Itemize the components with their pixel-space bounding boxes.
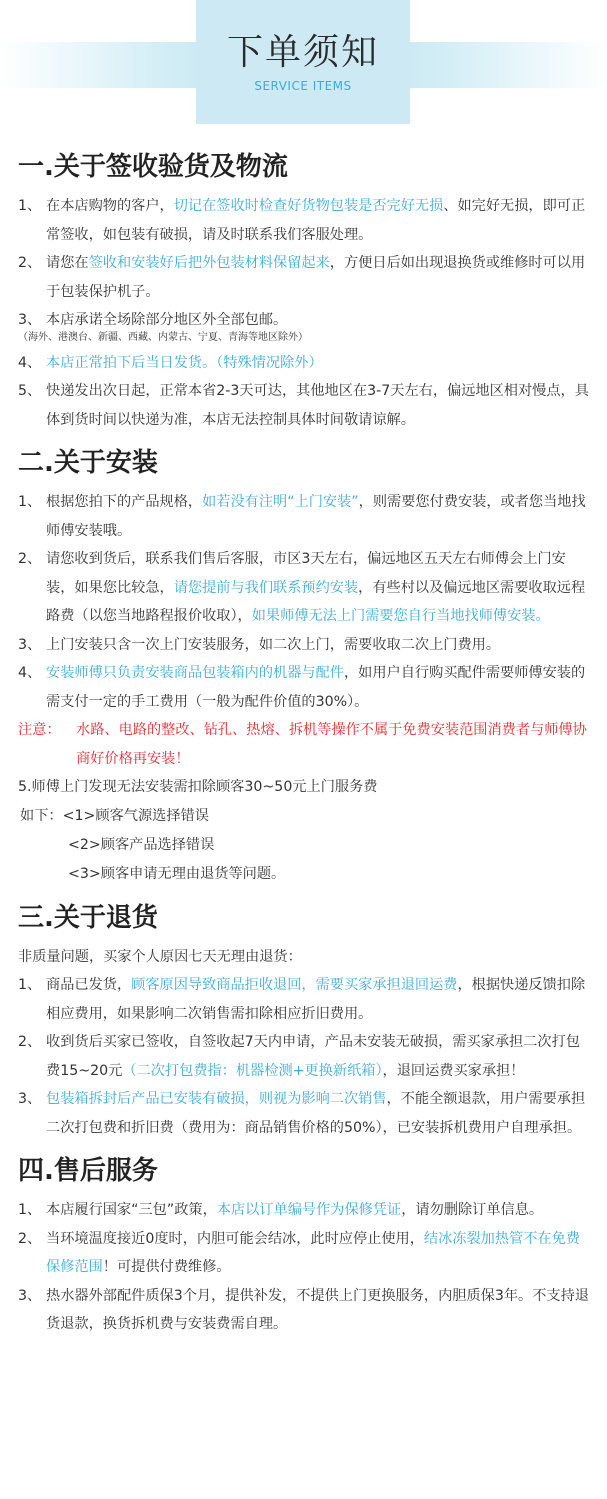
example-line (18, 802, 589, 831)
item-highlight: 本店正常拍下后当日发货。（特殊情况除外） (46, 354, 323, 371)
item-text: 本店承诺全场除部分地区外全部包邮。 (46, 312, 288, 328)
list-item (18, 249, 589, 306)
item-text: ，方便日后如出现退换货或维修时可以用于包装保护机子。 (46, 255, 586, 300)
item-number: 4、 (18, 665, 42, 681)
section-after-sales (0, 1142, 607, 1339)
section-returns (0, 889, 607, 1143)
item-number: 1、 (18, 494, 42, 510)
item-text: 当环境温度接近0度时，内胆可能会结冰，此时应停止使用， (46, 1230, 424, 1247)
item-text: 收到货后买家已签收，自签收起7天内申请，产品未安装无破损，需买家承担二次打包费15~20元 (46, 1034, 580, 1079)
list-item (18, 488, 589, 545)
header-band-left (0, 42, 196, 88)
item-text: 热水器外部配件质保3个月，提供补发，不提供上门更换服务，内胆质保3年。不支持退货退款，换货拆机费与安装费需自理。 (46, 1287, 589, 1332)
example-line (18, 831, 589, 860)
item-text: ！可提供付费维修。 (102, 1259, 231, 1275)
item-text: 上门安装只含一次上门安装服务，如二次上门，需要收取二次上门费用。 (46, 636, 501, 653)
list-item (18, 1225, 589, 1282)
example-prefix: 如下： (20, 807, 63, 824)
page-subtitle: SERVICE ITEMS (254, 79, 352, 93)
item-text: ，请勿删除订单信息。 (401, 1202, 544, 1218)
section-title-logistics: 一.关于签收验货及物流 (18, 152, 288, 182)
page-title: 下单须知 (226, 32, 379, 73)
item-text: 、如完好无损，即可正常签收，如包装有破损，请及时联系我们客服处理。 (46, 198, 586, 243)
item-number: 3、 (18, 1091, 42, 1107)
example-item: <3>顾客申请无理由退货等问题。 (68, 865, 286, 882)
header-band-right (410, 42, 607, 88)
excluded-regions-note: （海外、港澳台、新疆、西藏、内蒙古、宁夏、青海等地区除外） (18, 331, 308, 343)
item-text: 根据您拍下的产品规格， (46, 494, 203, 510)
item-number: 2、 (18, 255, 42, 271)
warning-label: 注意： (18, 722, 61, 738)
item-number: 3、 (18, 636, 42, 653)
header (0, 0, 607, 138)
item-highlight: 本店以订单编号作为保修凭证 (216, 1202, 402, 1218)
list-item (18, 306, 589, 335)
warning-text: 水路、电路的整改、钻孔、热熔、拆机等操作不属于免费安装范围消费者与师傅协商好价格再安装！ (76, 722, 587, 767)
list-item (18, 1196, 589, 1225)
item-number: 1、 (18, 198, 42, 214)
item-text: 请您在 (46, 255, 89, 271)
item-number: 4、 (18, 354, 42, 371)
list-item (18, 192, 589, 249)
list-item (18, 349, 589, 378)
item-number: 1、 (18, 977, 42, 993)
item-highlight: 切记在签收时检查好货物包装是否完好无损 (173, 198, 444, 214)
item-text: ，如用户自行购买配件需要师傅安装的需支付一定的手工费用（一般为配件价值的30%）。 (46, 665, 586, 710)
returns-intro: 非质量问题，买家个人原因七天无理由退货： (18, 948, 302, 965)
item-text: ，有些村以及偏远地区需要收取远程路费（以您当地路程报价收取）， (46, 579, 586, 624)
section-installation (0, 434, 607, 889)
example-item: <2>顾客产品选择错误 (68, 836, 215, 853)
item-highlight: 如果师傅无法上门需要您自行当地找师傅安装。 (251, 608, 550, 624)
item-number: 2、 (18, 1230, 42, 1247)
list-item (18, 631, 589, 660)
item-text: ，不能全额退款，用户需要承担二次打包费和折旧费（费用为：商品销售价格的50%），已安装拆机费用户自理承担。 (46, 1091, 586, 1136)
list-item (18, 1085, 589, 1142)
list-item (18, 971, 589, 1028)
item-highlight: 签收和安装好后把外包装材料保留起来 (88, 255, 330, 271)
item-text: 快递发出次日起，正常本省2-3天可达，其他地区在3-7天左右，偏远地区相对慢点，具体到货时间以快递为准，本店无法控制具体时间敬请谅解。 (46, 383, 589, 428)
item-number: 2、 (18, 551, 42, 567)
warning-note (18, 716, 589, 773)
example-line (18, 860, 589, 889)
service-fee-line: 5.师傅上门发现无法安装需扣除顾客30~50元上门服务费 (18, 779, 378, 795)
item-text: ，退回运费买家承担！ (382, 1062, 525, 1079)
item-text: 商品已发货， (46, 977, 132, 993)
example-item: <1>顾客气源选择错误 (62, 807, 209, 824)
section-logistics (0, 138, 607, 434)
list-item (18, 545, 589, 631)
section-title-returns: 三.关于退货 (18, 902, 158, 933)
item-highlight: （二次打包费指：机器检测+更换新纸箱） (122, 1062, 383, 1079)
list-item (18, 1028, 589, 1085)
list-item (18, 659, 589, 716)
section-title-after-sales: 四.售后服务 (18, 1156, 158, 1186)
item-highlight: 如若没有注明“上门安装” (202, 494, 359, 510)
item-text: 本店履行国家“三包”政策， (46, 1202, 217, 1218)
section-title-installation: 二.关于安装 (18, 448, 158, 478)
item-number: 3、 (18, 1287, 42, 1304)
item-highlight: 包装箱拆封后产品已安装有破损，则视为影响二次销售 (46, 1091, 387, 1107)
item-text: ，则需要您付费安装，或者您当地找师傅安装哦。 (46, 494, 586, 539)
item-number: 5、 (18, 383, 42, 399)
item-text: 在本店购物的客户， (46, 198, 174, 214)
item-number: 3、 (18, 312, 42, 328)
item-highlight: 安装师傅只负责安装商品包装箱内的机器与配件 (46, 665, 344, 681)
item-text: ，根据快递反馈扣除相应费用，如果影响二次销售需扣除相应折旧费用。 (46, 977, 586, 1022)
item-highlight: 请您提前与我们联系预约安装 (173, 579, 359, 596)
list-item (18, 377, 589, 434)
item-number: 1、 (18, 1202, 42, 1218)
item-highlight: 顾客原因导致商品拒收退回，需要买家承担退回运费 (131, 977, 458, 993)
list-item (18, 1282, 589, 1339)
item-highlight: 结冰冻裂加热管不在免费保修范围 (46, 1230, 580, 1275)
title-box (196, 0, 410, 124)
item-text: 请您收到货后，联系我们售后客服，市区3天左右，偏远地区五天左右师傅会上门安装，如果您比较急， (46, 551, 566, 596)
item-number: 2、 (18, 1034, 42, 1050)
